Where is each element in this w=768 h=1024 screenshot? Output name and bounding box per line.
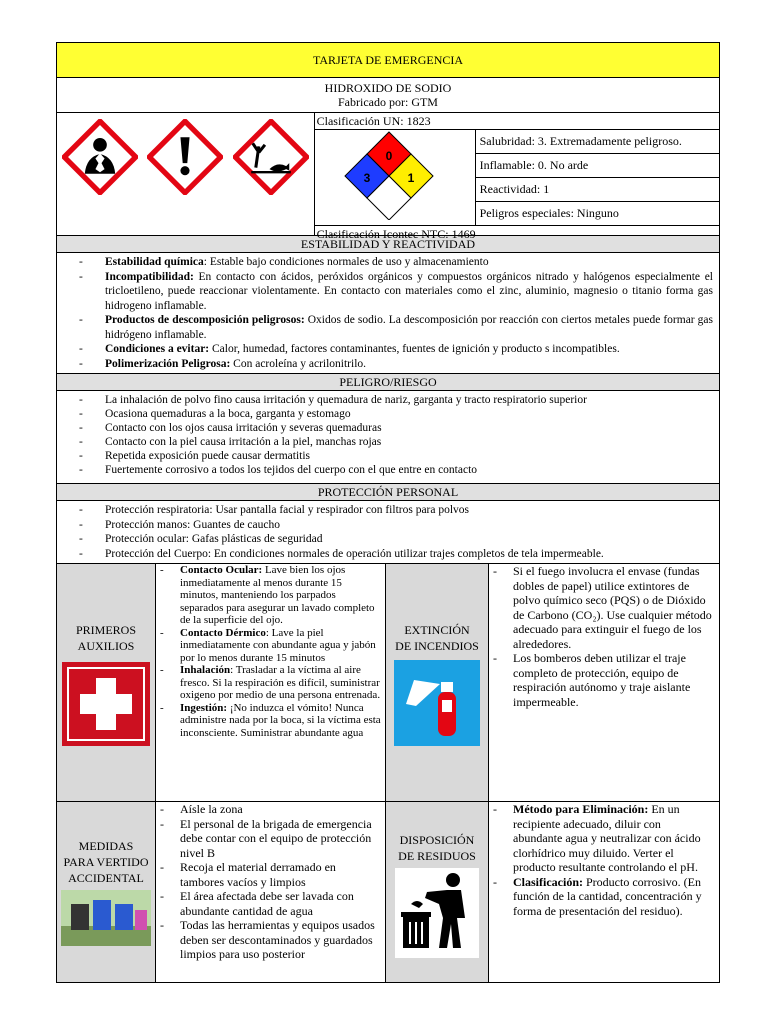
list-item: - Ocasiona quemaduras a la boca, garganta y estomago <box>57 407 713 421</box>
protection-header: PROTECCIÓN PERSONAL <box>57 484 719 501</box>
product-name: HIDROXIDO DE SODIO <box>324 81 452 95</box>
emergency-card <box>56 42 720 983</box>
manufacturer: Fabricado por: GTM <box>338 95 438 109</box>
list-item: - Aísle la zona <box>156 802 381 817</box>
environment-hazard-icon <box>233 119 309 195</box>
classification-section <box>57 113 719 241</box>
spill-illustration-icon <box>61 890 151 946</box>
hazard-section <box>57 391 719 484</box>
list-item: - Protección manos: Guantes de caucho <box>57 518 713 533</box>
list-item: - Clasificación: Producto corrosivo. (En función de la cantidad, concentración y forma de presentación del residuo). <box>489 875 713 919</box>
list-item: - Los bomberos deben utilizar el traje completo de protección, equipo de respiración autónomo y traje aislante impermeable. <box>489 651 713 709</box>
nfpa-fire-value: 0 <box>385 149 392 163</box>
list-item: - Contacto Ocular: Lave bien los ojos inmediatamente al menos durante 15 minutos, manteniendo los parpados separados para asegurar un lavado completo de la superficie del ojo. <box>156 564 381 627</box>
protection-section <box>57 501 719 564</box>
list-item: - Incompatibilidad: En contacto con ácidos, peróxidos orgánicos y compuestos orgánicos nitrado y halógenos especialmente el tricloetileno, puede reaccionar violentamente. En contacto con materiales como el zinc, aluminio, magnesio o titanio forma gas hidrogeno inflamable. <box>57 270 713 314</box>
fire-text <box>489 564 719 801</box>
list-item: - Protección respiratoria: Usar pantalla facial y respirador con filtros para polvos <box>57 503 713 518</box>
list-item: - Método para Eliminación: En un recipiente adecuado, diluir con abundante agua y neutralizar con ácido clorhídrico muy diluido. Verter el producto resultante controlando el pH. <box>489 802 713 875</box>
nfpa-diamond-graphic <box>315 130 475 220</box>
disposal-label: DISPOSICIÓN DE RESIDUOS <box>386 802 489 982</box>
spill-text <box>156 802 386 982</box>
stability-section <box>57 253 719 374</box>
health-rating: Salubridad: 3. Extremadamente peligroso. <box>476 130 719 154</box>
list-item: - Protección del Cuerpo: En condiciones normales de operación utilizar trajes completos de tela impermeable. <box>57 547 713 562</box>
first-aid-label: PRIMEROS AUXILIOS <box>57 564 156 801</box>
spill-label: MEDIDAS PARA VERTIDO ACCIDENTAL <box>57 802 156 982</box>
list-item: - Recoja el material derramado en tambores vacíos y limpios <box>156 860 381 889</box>
trash-bin-icon <box>395 868 479 958</box>
list-item: - La inhalación de polvo fino causa irritación y quemadura de nariz, garganta y tracto respiratorio superior <box>57 393 713 407</box>
list-item: - Protección ocular: Gafas plásticas de seguridad <box>57 532 713 547</box>
first-aid-text <box>156 564 386 801</box>
protection-list <box>57 501 719 563</box>
card-title <box>57 43 719 78</box>
reactivity-rating: Reactividad: 1 <box>476 178 719 202</box>
card-title-text: TARJETA DE EMERGENCIA <box>312 52 464 67</box>
hazard-header: PELIGRO/RIESGO <box>57 374 719 391</box>
exclamation-mark-icon <box>147 119 223 195</box>
list-item: - Todas las herramientas y equipos usados deben ser descontaminados y guardados limpios para uso posterior <box>156 918 381 962</box>
list-item: - Ingestión: ¡No induzca el vómito! Nunca administre nada por la boca, si la víctima esta inconsciente. Suministrar abundante agua <box>156 702 381 740</box>
list-item: - Polimerización Peligrosa: Con acroleína y acrilonitrilo. <box>57 357 713 372</box>
list-item: - Inhalación: Trasladar a la víctima al aire fresco. Si la respiración es difícil, suministrar oxigeno por medio de una persona entrenada. <box>156 664 381 702</box>
list-item: - Estabilidad química: Estable bajo condiciones normales de uso y almacenamiento <box>57 255 713 270</box>
nfpa-diamond <box>315 130 476 225</box>
hazard-list <box>57 391 719 479</box>
list-item: - Repetida exposición puede causar dermatitis <box>57 449 713 463</box>
un-classification: Clasificación UN: 1823 <box>315 113 719 130</box>
special-hazards: Peligros especiales: Ninguno <box>479 206 619 220</box>
list-item: - Fuertemente corrosivo a todos los tejidos del cuerpo con el que entre en contacto <box>57 463 713 477</box>
list-item: - Condiciones a evitar: Calor, humedad, factores contaminantes, fuentes de ignición y producto s incompatibles. <box>57 342 713 357</box>
first-aid-fire-section <box>57 564 719 802</box>
stability-list <box>57 253 719 373</box>
health-hazard-icon <box>62 119 138 195</box>
icontec-classification: Clasificación Icontec NTC: 1469 <box>316 227 476 241</box>
fire-extinguisher-icon <box>394 660 480 746</box>
spill-disposal-section <box>57 802 719 982</box>
disposal-text <box>489 802 719 982</box>
list-item: - Contacto Dérmico: Lave la piel inmediatamente con abundante agua y jabón por lo menos durante 15 minutos <box>156 627 381 665</box>
nfpa-health-value: 3 <box>363 171 370 185</box>
flammability-rating: Inflamable: 0. No arde <box>476 154 719 178</box>
list-item: - El personal de la brigada de emergencia debe contar con el equipo de protección nivel B <box>156 817 381 861</box>
list-item: - El área afectada debe ser lavada con abundante cantidad de agua <box>156 889 381 918</box>
list-item: - Contacto con la piel causa irritación a la piel, manchas rojas <box>57 435 713 449</box>
fire-label: EXTINCIÓN DE INCENDIOS <box>386 564 489 801</box>
list-item: - Productos de descomposición peligrosos: Oxidos de sodio. La descomposición por reacción con ciertos metales puede formar gas hidrógeno inflamable. <box>57 313 713 342</box>
classification-details <box>315 113 719 241</box>
nfpa-reactivity-value: 1 <box>407 171 414 185</box>
list-item: - Si el fuego involucra el envase (fundas dobles de papel) utilice extintores de polvo químico seco (PQS) o de Dióxido de Carbono (CO₂). Use cualquier método adecuado para extinguir el fuego de los alrededores. <box>489 564 713 651</box>
hazard-properties <box>476 130 719 225</box>
stability-header: ESTABILIDAD Y REACTIVIDAD <box>57 236 719 253</box>
ghs-pictograms <box>57 113 315 235</box>
product-header <box>57 78 719 113</box>
list-item: - Contacto con los ojos causa irritación y severas quemaduras <box>57 421 713 435</box>
